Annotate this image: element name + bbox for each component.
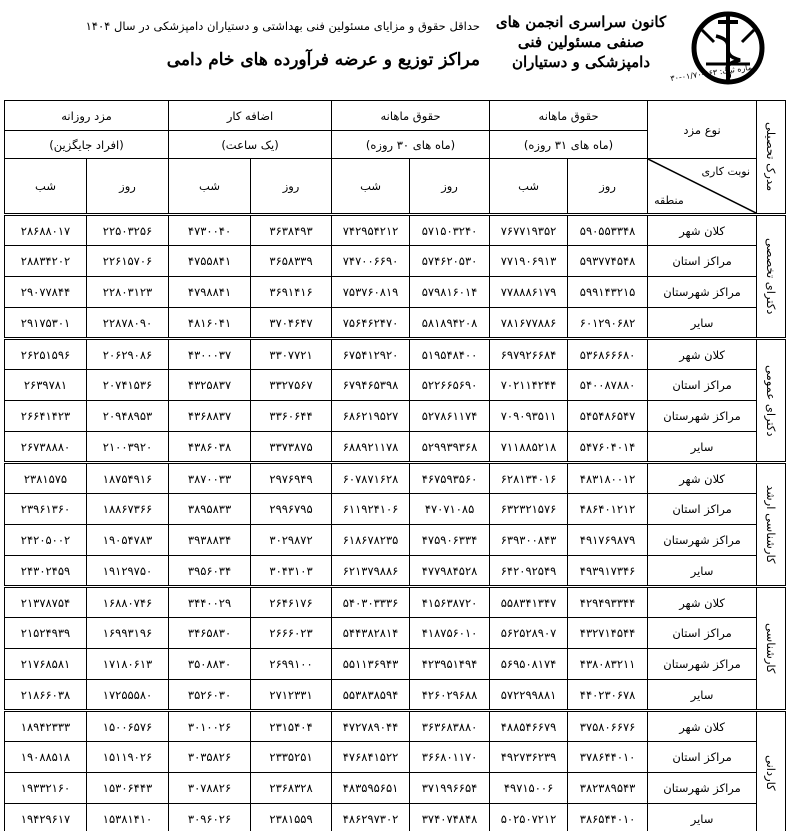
value-cell: ۶۴۲۰۹۲۵۴۹	[490, 556, 568, 587]
value-cell: ۲۲۵۰۳۲۵۶	[87, 215, 169, 246]
org-line-2: صنفی مسئولین فنی	[517, 33, 645, 51]
value-cell: ۱۸۷۵۴۹۱۶	[87, 463, 169, 494]
value-cell: ۲۶۷۳۸۸۸۰	[5, 432, 87, 463]
value-cell: ۶۲۸۱۳۴۰۱۶	[490, 463, 568, 494]
day-header: روز	[87, 159, 169, 215]
degree-group-masters	[5, 463, 786, 587]
value-cell: ۵۷۴۶۲۰۵۳۰	[410, 246, 490, 277]
value-cell: ۴۲۹۴۹۳۳۴۴	[568, 587, 648, 618]
value-cell: ۳۳۶۰۶۴۴	[251, 401, 332, 432]
degree-group-bachelors	[5, 587, 786, 711]
region-cell: مراکز شهرستان	[648, 401, 757, 432]
region-label: منطقه	[654, 194, 684, 207]
table-row	[5, 246, 786, 277]
value-cell: ۳۶۳۸۴۹۳	[251, 215, 332, 246]
value-cell: ۲۱۸۶۶۰۳۸	[5, 680, 87, 711]
day-header: روز	[410, 159, 490, 215]
value-cell: ۵۸۱۸۹۴۲۰۸	[410, 308, 490, 339]
value-cell: ۲۹۷۶۹۴۹	[251, 463, 332, 494]
table-row	[5, 215, 786, 246]
value-cell: ۵۲۲۶۶۵۶۹۰	[410, 370, 490, 401]
value-cell: ۷۵۳۷۶۰۸۱۹	[332, 277, 410, 308]
value-cell: ۴۳۸۰۸۳۲۱۱	[568, 649, 648, 680]
value-cell: ۵۴۰۳۰۳۳۳۶	[332, 587, 410, 618]
value-cell: ۱۹۱۲۹۷۵۰	[87, 556, 169, 587]
value-cell: ۴۸۸۵۴۶۶۷۹	[490, 711, 568, 742]
value-cell: ۲۶۳۹۷۸۱	[5, 370, 87, 401]
education-header: مدرک تحصیلی	[757, 101, 786, 215]
group-sub-overtime: (یک ساعت)	[169, 131, 332, 159]
region-cell: کلان شهر	[648, 215, 757, 246]
value-cell: ۳۸۲۳۸۹۵۴۳	[568, 773, 648, 804]
value-cell: ۴۷۰۷۱۰۸۵	[410, 494, 490, 525]
value-cell: ۷۸۱۶۷۷۸۸۶	[490, 308, 568, 339]
value-cell: ۴۶۷۵۹۳۵۶۰	[410, 463, 490, 494]
table-row	[5, 401, 786, 432]
value-cell: ۳۵۲۶۰۳۰	[169, 680, 251, 711]
value-cell: ۱۸۸۶۷۳۶۶	[87, 494, 169, 525]
value-cell: ۶۸۸۹۲۱۱۷۸	[332, 432, 410, 463]
value-cell: ۴۱۸۷۵۶۰۱۰	[410, 618, 490, 649]
value-cell: ۵۵۱۱۳۶۹۴۳	[332, 649, 410, 680]
value-cell: ۶۱۸۶۷۸۲۳۵	[332, 525, 410, 556]
value-cell: ۲۳۶۸۳۲۸	[251, 773, 332, 804]
table-row	[5, 587, 786, 618]
value-cell: ۳۶۵۸۳۳۹	[251, 246, 332, 277]
region-cell: کلان شهر	[648, 587, 757, 618]
value-cell: ۶۰۷۸۷۱۶۲۸	[332, 463, 410, 494]
table-row	[5, 742, 786, 773]
value-cell: ۵۱۹۵۴۸۴۰۰	[410, 339, 490, 370]
value-cell: ۲۰۹۴۸۹۵۳	[87, 401, 169, 432]
value-cell: ۲۴۲۰۵۰۰۲	[5, 525, 87, 556]
value-cell: ۳۰۴۳۱۰۳	[251, 556, 332, 587]
value-cell: ۴۸۶۴۰۱۲۱۲	[568, 494, 648, 525]
value-cell: ۴۹۱۷۶۹۸۷۹	[568, 525, 648, 556]
value-cell: ۳۴۶۵۸۳۰	[169, 618, 251, 649]
value-cell: ۲۷۱۲۳۳۱	[251, 680, 332, 711]
value-cell: ۱۵۱۱۹۰۲۶	[87, 742, 169, 773]
table-row	[5, 432, 786, 463]
value-cell: ۵۹۳۷۷۴۵۴۸	[568, 246, 648, 277]
value-cell: ۷۴۲۹۵۴۲۱۲	[332, 215, 410, 246]
region-cell: مراکز شهرستان	[648, 773, 757, 804]
region-cell: مراکز استان	[648, 742, 757, 773]
value-cell: ۴۹۳۹۱۷۳۴۶	[568, 556, 648, 587]
value-cell: ۳۵۰۸۸۳۰	[169, 649, 251, 680]
value-cell: ۲۲۶۱۵۷۰۶	[87, 246, 169, 277]
table-row	[5, 525, 786, 556]
table-row	[5, 556, 786, 587]
value-cell: ۲۶۶۶۰۲۳	[251, 618, 332, 649]
value-cell: ۷۵۶۴۶۲۴۷۰	[332, 308, 410, 339]
group-header-monthly-30: حقوق ماهانه	[332, 101, 490, 131]
value-cell: ۶۸۶۲۱۹۵۲۷	[332, 401, 410, 432]
degree-group-phd-specialist	[5, 215, 786, 339]
value-cell: ۴۷۷۹۸۴۵۲۸	[410, 556, 490, 587]
value-cell: ۷۶۷۷۱۹۳۵۲	[490, 215, 568, 246]
value-cell: ۴۱۵۶۳۸۷۲۰	[410, 587, 490, 618]
value-cell: ۴۷۵۹۰۶۳۳۴	[410, 525, 490, 556]
value-cell: ۲۳۳۵۲۵۱	[251, 742, 332, 773]
value-cell: ۲۰۷۴۱۵۳۶	[87, 370, 169, 401]
value-cell: ۷۰۹۰۹۳۵۱۱	[490, 401, 568, 432]
value-cell: ۷۷۸۸۸۶۱۷۹	[490, 277, 568, 308]
value-cell: ۳۴۴۰۰۲۹	[169, 587, 251, 618]
table-row	[5, 463, 786, 494]
region-cell: سایر	[648, 680, 757, 711]
value-cell: ۴۲۶۰۲۹۶۸۸	[410, 680, 490, 711]
value-cell: ۲۱۰۰۳۹۲۰	[87, 432, 169, 463]
value-cell: ۳۰۲۹۸۷۲	[251, 525, 332, 556]
day-header: روز	[251, 159, 332, 215]
value-cell: ۵۷۲۲۹۹۸۸۱	[490, 680, 568, 711]
table-row	[5, 804, 786, 831]
value-cell: ۴۸۶۲۹۷۳۰۲	[332, 804, 410, 831]
value-cell: ۱۵۳۰۶۴۴۳	[87, 773, 169, 804]
value-cell: ۳۷۸۶۴۴۰۱۰	[568, 742, 648, 773]
group-header-overtime: اضافه کار	[169, 101, 332, 131]
value-cell: ۶۷۵۴۱۲۹۲۰	[332, 339, 410, 370]
value-cell: ۵۳۶۸۶۶۶۸۰	[568, 339, 648, 370]
region-cell: سایر	[648, 804, 757, 831]
value-cell: ۳۳۷۳۸۷۵	[251, 432, 332, 463]
value-cell: ۳۷۰۴۶۴۷	[251, 308, 332, 339]
value-cell: ۳۷۱۹۹۶۶۵۴	[410, 773, 490, 804]
value-cell: ۲۰۶۲۹۰۸۶	[87, 339, 169, 370]
value-cell: ۴۴۰۲۳۰۶۷۸	[568, 680, 648, 711]
value-cell: ۲۸۶۸۸۰۱۷	[5, 215, 87, 246]
document-subtitle: حداقل حقوق و مزایای مسئولین فنی بهداشتی و دستیاران دامپزشکی در سال ۱۴۰۴	[85, 19, 480, 33]
value-cell: ۱۹۳۳۲۱۶۰	[5, 773, 87, 804]
value-cell: ۲۶۲۵۱۵۹۶	[5, 339, 87, 370]
value-cell: ۲۶۶۴۱۴۲۳	[5, 401, 87, 432]
shift-region-corner	[648, 159, 757, 215]
value-cell: ۲۴۳۰۲۴۵۹	[5, 556, 87, 587]
region-cell: سایر	[648, 432, 757, 463]
table-row	[5, 649, 786, 680]
value-cell: ۲۱۳۷۸۷۵۴	[5, 587, 87, 618]
degree-label: کارشناسی ارشد	[757, 463, 786, 587]
value-cell: ۳۷۴۰۷۴۸۴۸	[410, 804, 490, 831]
document-title: مراکز توزیع و عرضه فرآورده های خام دامی	[166, 50, 480, 70]
value-cell: ۶۲۱۳۷۹۸۸۶	[332, 556, 410, 587]
value-cell: ۵۴۰۰۸۷۸۸۰	[568, 370, 648, 401]
value-cell: ۴۸۱۶۰۴۱	[169, 308, 251, 339]
value-cell: ۴۷۲۷۸۹۰۴۴	[332, 711, 410, 742]
value-cell: ۴۷۹۸۸۴۱	[169, 277, 251, 308]
value-cell: ۲۳۸۱۵۵۹	[251, 804, 332, 831]
value-cell: ۳۳۲۷۵۶۷	[251, 370, 332, 401]
value-cell: ۳۶۹۱۴۱۶	[251, 277, 332, 308]
table-row	[5, 339, 786, 370]
value-cell: ۶۳۹۳۰۰۸۴۳	[490, 525, 568, 556]
table-row	[5, 680, 786, 711]
value-cell: ۲۱۷۶۸۵۸۱	[5, 649, 87, 680]
region-cell: مراکز شهرستان	[648, 525, 757, 556]
value-cell: ۴۸۳۵۹۵۶۵۱	[332, 773, 410, 804]
region-cell: کلان شهر	[648, 711, 757, 742]
value-cell: ۱۵۳۸۱۴۱۰	[87, 804, 169, 831]
value-cell: ۲۹۹۶۷۹۵	[251, 494, 332, 525]
table-row	[5, 494, 786, 525]
wage-type-header: نوع مزد	[648, 101, 757, 159]
value-cell: ۵۴۵۴۸۶۵۴۷	[568, 401, 648, 432]
region-cell: سایر	[648, 556, 757, 587]
group-sub-monthly-30: (ماه های ۳۰ روزه)	[332, 131, 490, 159]
org-line-1: کانون سراسری انجمن های	[495, 13, 667, 31]
value-cell: ۳۰۷۸۸۲۶	[169, 773, 251, 804]
value-cell: ۲۶۴۶۱۷۶	[251, 587, 332, 618]
value-cell: ۴۹۷۱۵۰۰۶	[490, 773, 568, 804]
value-cell: ۴۷۶۸۴۱۵۲۲	[332, 742, 410, 773]
value-cell: ۱۷۲۵۵۵۸۰	[87, 680, 169, 711]
degree-label: کاردانی	[757, 711, 786, 831]
night-header: شب	[490, 159, 568, 215]
value-cell: ۳۶۶۸۰۱۱۷۰	[410, 742, 490, 773]
value-cell: ۵۴۷۶۰۴۰۱۴	[568, 432, 648, 463]
value-cell: ۵۷۹۸۱۶۰۱۴	[410, 277, 490, 308]
region-cell: سایر	[648, 308, 757, 339]
region-cell: کلان شهر	[648, 463, 757, 494]
group-sub-daily: (افراد جایگزین)	[5, 131, 169, 159]
value-cell: ۲۳۸۱۵۷۵	[5, 463, 87, 494]
value-cell: ۳۸۷۰۰۳۳	[169, 463, 251, 494]
value-cell: ۷۷۱۹۰۶۹۱۳	[490, 246, 568, 277]
organization-name	[491, 12, 760, 84]
night-header: شب	[5, 159, 87, 215]
value-cell: ۲۳۹۶۱۳۶۰	[5, 494, 87, 525]
value-cell: ۵۰۲۵۰۷۲۱۲	[490, 804, 568, 831]
shift-label: نوبت کاری	[701, 165, 751, 178]
page-header	[0, 0, 789, 98]
value-cell: ۳۰۱۰۰۲۶	[169, 711, 251, 742]
value-cell: ۱۶۸۸۰۷۴۶	[87, 587, 169, 618]
table-row	[5, 618, 786, 649]
value-cell: ۴۳۸۶۰۳۸	[169, 432, 251, 463]
night-header: شب	[169, 159, 251, 215]
value-cell: ۲۶۹۹۱۰۰	[251, 649, 332, 680]
degree-group-phd-general	[5, 339, 786, 463]
value-cell: ۶۰۱۲۹۰۶۸۲	[568, 308, 648, 339]
day-header: روز	[568, 159, 648, 215]
value-cell: ۳۸۶۵۴۴۰۱۰	[568, 804, 648, 831]
value-cell: ۲۹۰۷۷۸۴۴	[5, 277, 87, 308]
value-cell: ۴۷۳۰۰۴۰	[169, 215, 251, 246]
value-cell: ۱۶۹۹۳۱۹۶	[87, 618, 169, 649]
value-cell: ۳۶۳۶۸۳۸۸۰	[410, 711, 490, 742]
value-cell: ۳۳۰۷۷۲۱	[251, 339, 332, 370]
value-cell: ۶۱۱۹۲۴۱۰۶	[332, 494, 410, 525]
value-cell: ۴۲۳۹۵۱۴۹۴	[410, 649, 490, 680]
region-cell: کلان شهر	[648, 339, 757, 370]
region-cell: مراکز استان	[648, 370, 757, 401]
region-cell: مراکز استان	[648, 494, 757, 525]
value-cell: ۴۸۳۱۸۰۰۱۲	[568, 463, 648, 494]
value-cell: ۵۲۷۸۶۱۱۷۴	[410, 401, 490, 432]
registration-number: شماره ثبت: ۵۶۳-۰۱/۷۰-۳۰	[669, 61, 760, 84]
value-cell: ۳۹۵۶۰۳۴	[169, 556, 251, 587]
value-cell: ۵۷۱۵۰۳۲۴۰	[410, 215, 490, 246]
degree-label: کارشناسی	[757, 587, 786, 711]
value-cell: ۴۳۶۸۸۳۷	[169, 401, 251, 432]
value-cell: ۵۲۹۹۳۹۳۶۸	[410, 432, 490, 463]
value-cell: ۵۹۹۱۴۳۲۱۵	[568, 277, 648, 308]
table-row	[5, 277, 786, 308]
value-cell: ۲۳۱۵۴۰۴	[251, 711, 332, 742]
wage-table	[4, 100, 786, 831]
region-cell: مراکز استان	[648, 246, 757, 277]
value-cell: ۵۴۴۳۸۲۸۱۴	[332, 618, 410, 649]
value-cell: ۱۵۰۰۶۵۷۶	[87, 711, 169, 742]
value-cell: ۱۷۱۸۰۶۱۳	[87, 649, 169, 680]
value-cell: ۶۷۹۴۶۵۳۹۸	[332, 370, 410, 401]
region-cell: مراکز شهرستان	[648, 277, 757, 308]
table-row	[5, 711, 786, 742]
value-cell: ۱۹۰۵۴۷۸۳	[87, 525, 169, 556]
value-cell: ۷۴۷۰۰۶۶۹۰	[332, 246, 410, 277]
value-cell: ۵۶۲۵۲۸۹۰۷	[490, 618, 568, 649]
value-cell: ۳۹۳۸۸۳۴	[169, 525, 251, 556]
group-sub-monthly-31: (ماه های ۳۱ روزه)	[490, 131, 648, 159]
value-cell: ۴۳۲۵۸۳۷	[169, 370, 251, 401]
degree-label: دکترای عمومی	[757, 339, 786, 463]
value-cell: ۶۳۲۳۲۱۵۷۶	[490, 494, 568, 525]
value-cell: ۷۱۱۸۸۵۲۱۸	[490, 432, 568, 463]
value-cell: ۳۷۵۸۰۶۶۷۶	[568, 711, 648, 742]
value-cell: ۴۷۵۵۸۴۱	[169, 246, 251, 277]
table-header	[5, 101, 786, 215]
degree-group-associate	[5, 711, 786, 831]
value-cell: ۵۵۳۸۳۸۵۹۴	[332, 680, 410, 711]
value-cell: ۴۹۲۷۳۶۲۳۹	[490, 742, 568, 773]
value-cell: ۲۸۸۳۴۲۰۲	[5, 246, 87, 277]
region-cell: مراکز شهرستان	[648, 649, 757, 680]
table-row	[5, 370, 786, 401]
value-cell: ۳۰۹۶۰۲۶	[169, 804, 251, 831]
value-cell: ۵۵۸۳۴۱۳۴۷	[490, 587, 568, 618]
degree-label: دکترای تخصصی	[757, 215, 786, 339]
value-cell: ۲۱۵۲۴۹۳۹	[5, 618, 87, 649]
group-header-daily: مزد روزانه	[5, 101, 169, 131]
value-cell: ۱۹۴۲۹۶۱۷	[5, 804, 87, 831]
region-cell: مراکز استان	[648, 618, 757, 649]
night-header: شب	[332, 159, 410, 215]
value-cell: ۴۳۲۷۱۴۵۴۴	[568, 618, 648, 649]
value-cell: ۱۹۰۸۸۵۱۸	[5, 742, 87, 773]
value-cell: ۲۲۸۰۳۱۲۳	[87, 277, 169, 308]
value-cell: ۴۳۰۰۰۳۷	[169, 339, 251, 370]
group-header-monthly-31: حقوق ماهانه	[490, 101, 648, 131]
value-cell: ۲۲۸۷۸۰۹۰	[87, 308, 169, 339]
table-row	[5, 308, 786, 339]
value-cell: ۳۰۳۵۸۲۶	[169, 742, 251, 773]
value-cell: ۷۰۲۱۱۴۲۴۴	[490, 370, 568, 401]
value-cell: ۶۹۷۹۲۶۶۸۴	[490, 339, 568, 370]
value-cell: ۵۹۰۵۵۳۳۴۸	[568, 215, 648, 246]
value-cell: ۲۹۱۷۵۳۰۱	[5, 308, 87, 339]
value-cell: ۱۸۹۴۲۳۳۳	[5, 711, 87, 742]
value-cell: ۵۶۹۵۰۸۱۷۴	[490, 649, 568, 680]
org-line-3: دامپزشکی و دستیاران	[511, 53, 651, 71]
table-row	[5, 773, 786, 804]
value-cell: ۳۸۹۵۸۳۳	[169, 494, 251, 525]
